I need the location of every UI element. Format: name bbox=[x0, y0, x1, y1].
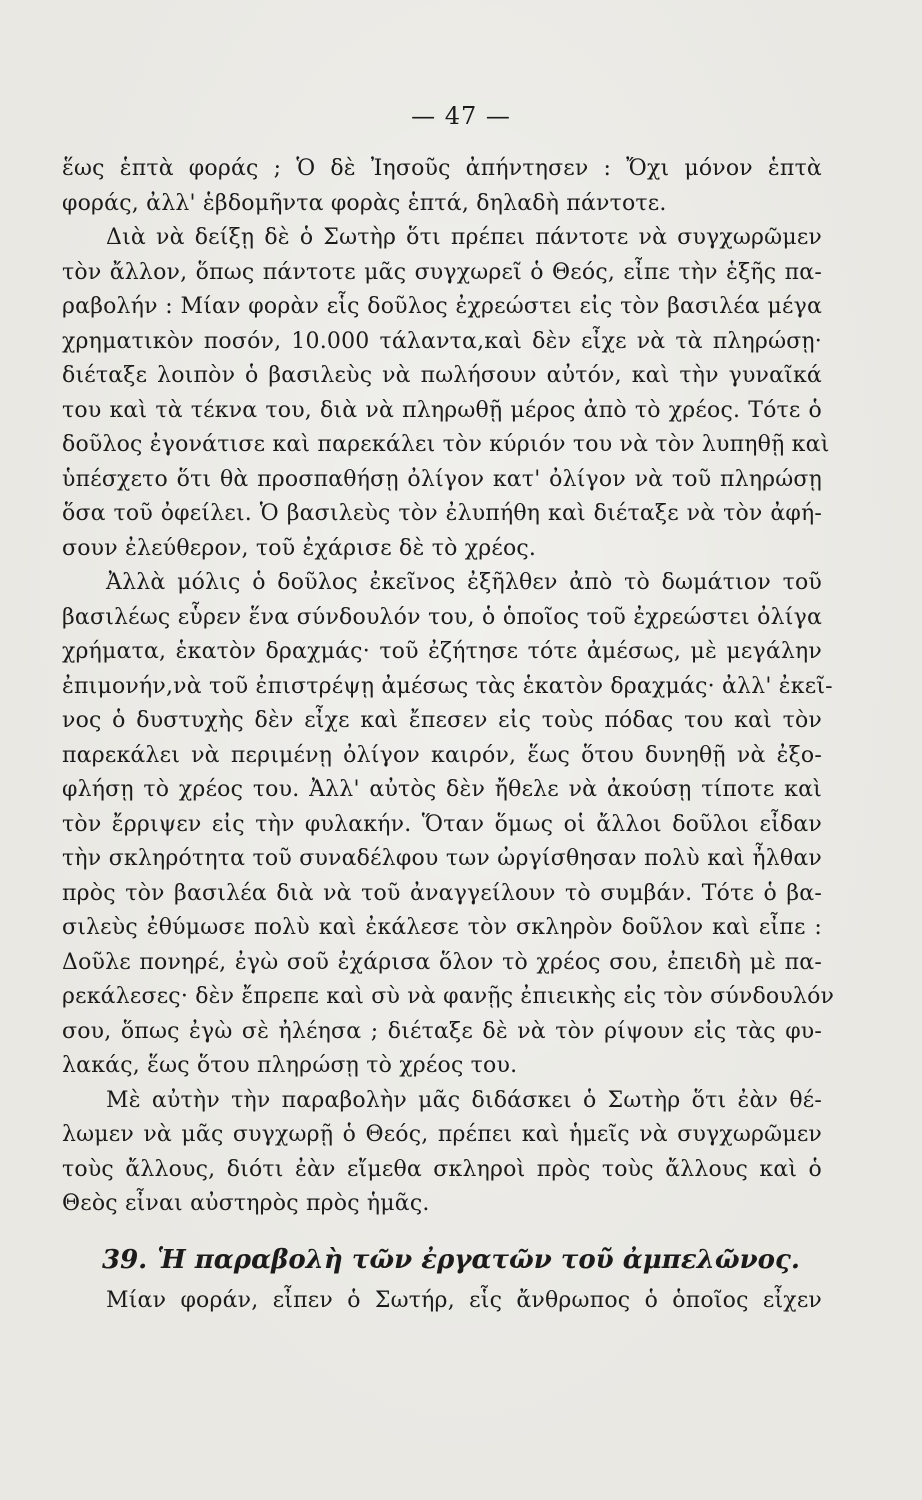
text-line: τὸν ἔρριψεν εἰς τὴν φυλακήν. Ὅταν ὅμως οἱ ἄλλοι δοῦλοι εἶδαν bbox=[62, 811, 822, 837]
text-line: Δοῦλε πονηρέ, ἐγὼ σοῦ ἐχάρισα ὅλον τὸ χρέος σου, ἐπειδὴ μὲ πα- bbox=[62, 949, 822, 975]
text-line: δοῦλος ἐγονάτισε καὶ παρεκάλει τὸν κύριόν του νὰ τὸν λυπηθῇ καὶ bbox=[62, 432, 830, 457]
text-line: ραβολήν : Μίαν φορὰν εἷς δοῦλος ἐχρεώστει εἰς τὸν βασιλέα μέγα bbox=[62, 294, 822, 319]
text-line: χρηματικὸν ποσόν, 10.000 τάλαντα,καὶ δὲν εἶχε νὰ τὰ πληρώσῃ· bbox=[62, 328, 822, 354]
text-line: ὅσα τοῦ ὀφείλει. Ὁ βασιλεὺς τὸν ἐλυπήθη καὶ διέταξε νὰ τὸν ἀφή- bbox=[62, 501, 822, 526]
text-line: σου, ὅπως ἐγὼ σὲ ἠλέησα ; διέταξε δὲ νὰ τὸν ρίψουν εἰς τὰς φυ- bbox=[62, 1018, 822, 1044]
text-line: ὑπέσχετο ὅτι θὰ προσπαθήσῃ ὀλίγον κατ' ὀλίγον νὰ τοῦ πληρώσῃ bbox=[62, 466, 822, 492]
text-line: σιλεὺς ἐθύμωσε πολὺ καὶ ἐκάλεσε τὸν σκληρὸν δοῦλον καὶ εἶπε : bbox=[62, 915, 822, 940]
text-line: τοὺς ἄλλους, διότι ἐὰν εἴμεθα σκληροὶ πρὸς τοὺς ἄλλους καὶ ὁ bbox=[62, 1156, 822, 1182]
section-title: Ἡ παραβολὴ τῶν ἐργατῶν τοῦ ἀμπελῶνος. bbox=[157, 1244, 800, 1275]
text-line: ἐπιμονήν,νὰ τοῦ ἐπιστρέψῃ ἀμέσως τὰς ἑκατὸν δραχμάς· ἀλλ' ἐκεῖ- bbox=[62, 673, 833, 699]
text-line: τὴν σκληρότητα τοῦ συναδέλφου των ὠργίσθησαν πολὺ καὶ ἦλθαν bbox=[62, 846, 822, 871]
text-line: λακάς, ἕως ὅτου πληρώσῃ τὸ χρέος του. bbox=[62, 1053, 518, 1078]
text-line: λωμεν νὰ μᾶς συγχωρῇ ὁ Θεός, πρέπει καὶ ἡμεῖς νὰ συγχωρῶμεν bbox=[62, 1122, 822, 1147]
text-line: Μίαν φοράν, εἶπεν ὁ Σωτήρ, εἷς ἄνθρωπος ὁ ὁποῖος εἶχεν bbox=[106, 1287, 822, 1313]
text-line: του καὶ τὰ τέκνα του, διὰ νὰ πληρωθῇ μέρος ἀπὸ τὸ χρέος. Τότε ὁ bbox=[62, 397, 822, 423]
text-line: χρήματα, ἑκατὸν δραχμάς· τοῦ ἐζήτησε τότε ἀμέσως, μὲ μεγάλην bbox=[62, 639, 822, 664]
text-line: ρεκάλεσες· δὲν ἔπρεπε καὶ σὺ νὰ φανῇς ἐπιεικὴς εἰς τὸν σύνδουλόν bbox=[62, 984, 835, 1009]
text-line: νος ὁ δυστυχὴς δὲν εἶχε καὶ ἔπεσεν εἰς τοὺς πόδας του καὶ τὸν bbox=[62, 708, 822, 733]
page-number: — 47 — bbox=[411, 102, 511, 130]
text-line: Διὰ νὰ δείξῃ δὲ ὁ Σωτὴρ ὅτι πρέπει πάντοτε νὰ συγχωρῶμεν bbox=[106, 225, 822, 250]
text-line: διέταξε λοιπὸν ὁ βασιλεὺς νὰ πωλήσουν αὐτόν, καὶ τὴν γυναῖκά bbox=[62, 363, 822, 388]
text-line: Θεὸς εἶναι αὐστηρὸς πρὸς ἡμᾶς. bbox=[62, 1191, 430, 1216]
text-line: τὸν ἄλλον, ὅπως πάντοτε μᾶς συγχωρεῖ ὁ Θεός, εἶπε τὴν ἑξῆς πα- bbox=[62, 259, 822, 285]
text-line: παρεκάλει νὰ περιμένῃ ὀλίγον καιρόν, ἕως ὅτου δυνηθῇ νὰ ἐξο- bbox=[62, 742, 822, 768]
text-line: φλήσῃ τὸ χρέος του. Ἀλλ' αὐτὸς δὲν ἤθελε νὰ ἀκούσῃ τίποτε καὶ bbox=[62, 777, 822, 802]
text-line: ἕως ἑπτὰ φοράς ; Ὁ δὲ Ἰησοῦς ἀπήντησεν : Ὄχι μόνον ἑπτὰ bbox=[62, 156, 822, 181]
section-heading bbox=[62, 1238, 822, 1282]
text-line: πρὸς τὸν βασιλέα διὰ νὰ τοῦ ἀναγγείλουν τὸ συμβάν. Τότε ὁ βα- bbox=[62, 880, 822, 906]
text-line: βασιλέως εὗρεν ἕνα σύνδουλόν του, ὁ ὁποῖος τοῦ ἐχρεώστει ὀλίγα bbox=[62, 604, 822, 630]
body-text bbox=[62, 152, 835, 1318]
text-line: Ἀλλὰ μόλις ὁ δοῦλος ἐκεῖνος ἐξῆλθεν ἀπὸ τὸ δωμάτιον τοῦ bbox=[106, 570, 822, 595]
section-number: 39. bbox=[102, 1244, 148, 1275]
text-line: Μὲ αὐτὴν τὴν παραβολὴν μᾶς διδάσκει ὁ Σωτὴρ ὅτι ἐὰν θέ- bbox=[106, 1087, 822, 1113]
text-line: φοράς, ἀλλ' ἑβδομῆντα φορὰς ἑπτά, δηλαδὴ πάντοτε. bbox=[62, 190, 667, 216]
text-line: σουν ἐλεύθερον, τοῦ ἐχάρισε δὲ τὸ χρέος. bbox=[62, 535, 537, 561]
